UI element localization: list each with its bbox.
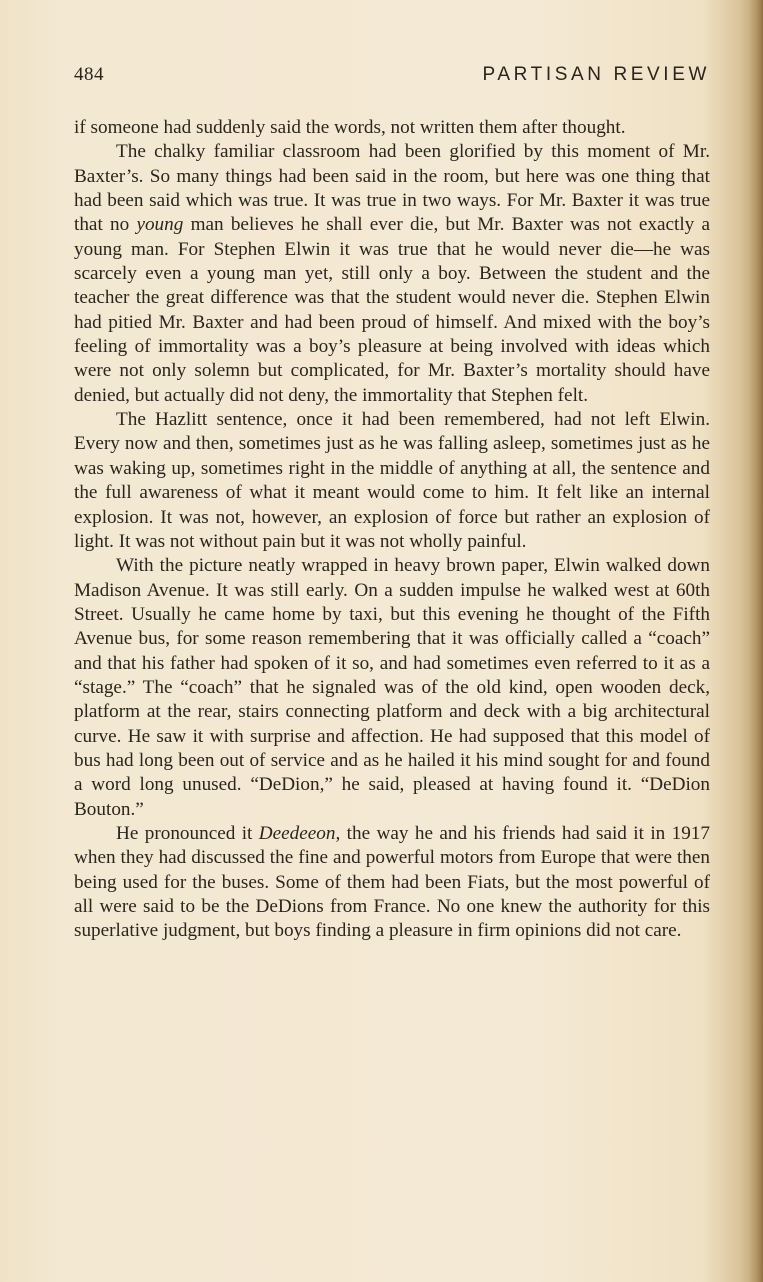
- paragraph: [74, 116, 710, 140]
- paragraph-text: if someone had suddenly said the words, not written them after thought.: [74, 117, 626, 138]
- body-text: [74, 116, 710, 944]
- page-number: 484: [74, 64, 104, 85]
- paragraph-text: The Hazlitt sentence, once it had been remembered, had not left Elwin. Every now and then, sometimes just as he was falling asleep, sometimes just as he was waking up, sometimes right in the middle of anything at all, the sentence and the full awareness of what it meant would come to him. It felt like an internal explosion. It was not, however, an explosion of force but rather an explosion of light. It was not without pain but it was not wholly painful.: [74, 409, 710, 552]
- paragraph-text: the way he and his friends had said it in 1917 when they had discussed the fine and powerful motors from Europe that were then being used for the buses. Some of them had been Fiats, but the most powerful of all were said to be the DeDions from France. No one knew the authority for this superlative judgment, but boys finding a pleasure in firm opinions did not care.: [74, 822, 710, 942]
- paragraph-text: The chalky familiar classroom had been glorified by this moment of Mr. Baxter’s. So many things had been said in the room, but here was one thing that had been said which was true. It was true in two ways. For Mr. Baxter it was true that no: [74, 141, 710, 236]
- italic-text: Deedeeon,: [258, 822, 341, 844]
- journal-title: PARTISAN REVIEW: [482, 64, 710, 85]
- paragraph-text: He pronounced it: [116, 822, 259, 844]
- paragraph-text: man believes he shall ever die, but Mr. Baxter was not exactly a young man. For Stephen Elwin it was true that he would never die—he was scarcely even a young man yet, still only a boy. Between the student and the teacher the great difference was that the student would never die. Stephen Elwin had pitied Mr. Baxter and had been proud of himself. And mixed with the boy’s feeling of immortality was a boy’s pleasure at being involved with ideas which were not only solemn but complicated, for Mr. Baxter’s mortality should have denied, but actually did not deny, the immortality that Stephen felt.: [74, 214, 710, 406]
- paragraph-text: With the picture neatly wrapped in heavy brown paper, Elwin walked down Madison Avenue. It was still early. On a sudden impulse he walked west at 60th Street. Usually he came home by taxi, but this evening he thought of the Fifth Avenue bus, for some reason remembering that it was officially called a “coach” and that his father had spoken of it so, and had sometimes even referred to it as a “stage.” The “coach” that he signaled was of the old kind, open wooden deck, platform at the rear, stairs connecting platform and deck with a big architectural curve. He saw it with surprise and affection. He had supposed that this model of bus had long been out of service and as he hailed it his mind sought for and found a word long unused. “DeDion,” he said, pleased at having found it. “DeDion Bouton.”: [74, 555, 710, 820]
- italic-text: young: [136, 214, 184, 236]
- paragraph: [74, 408, 710, 554]
- paragraph: [74, 554, 710, 822]
- paragraph: [74, 140, 710, 408]
- page-edge-shadow: [749, 0, 763, 1282]
- paragraph: [74, 822, 710, 944]
- running-head: [74, 64, 710, 92]
